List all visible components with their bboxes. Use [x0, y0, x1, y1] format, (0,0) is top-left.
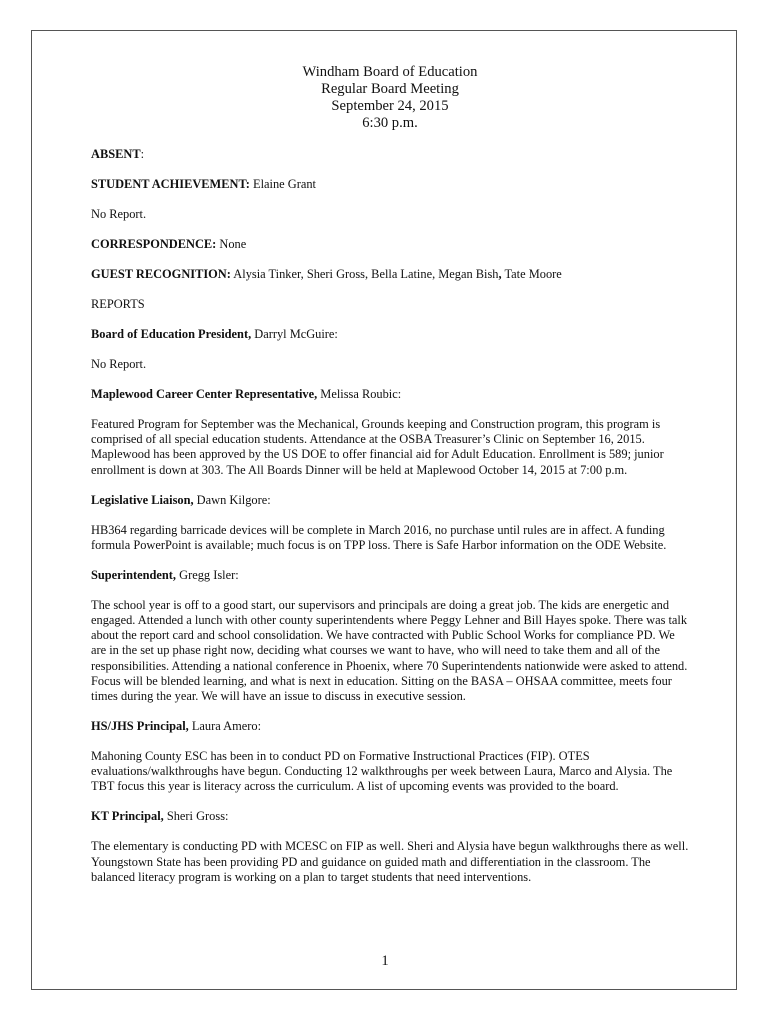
maplewood-heading: [91, 387, 689, 402]
superintendent-heading: [91, 568, 689, 583]
student-achievement-value: Elaine Grant: [249, 177, 316, 191]
org-name: Windham Board of Education: [302, 64, 478, 80]
document-title-block: [91, 64, 689, 132]
legislative-name: Dawn Kilgore:: [193, 492, 271, 507]
no-report-2: No Report.: [91, 357, 147, 371]
meeting-type: Regular Board Meeting: [321, 81, 459, 97]
kt-principal-name: Sheri Gross:: [163, 809, 229, 824]
legislative-text: HB364 regarding barricade devices will be complete in March 2016, no purchase until rules are in affect. A funding formula PowerPoint is available; much focus is on TPP loss. There is Safe Harbor information on the ODE Website.: [91, 522, 667, 552]
page-number: 1: [381, 953, 389, 969]
absent-label: ABSENT: [91, 147, 141, 161]
kt-principal-text: The elementary is conducting PD with MCESC on FIP as well. Sheri and Alysia have begun walkthroughs there as well. Youngstown State has been providing PD and guidance on guided math and differentiation in the classroom. The balanced literacy program is working on a plan to target students that need interventions.: [91, 839, 689, 884]
president-label: Board of Education President,: [91, 327, 252, 341]
student-achievement-line: [91, 177, 689, 192]
no-report-1: No Report.: [91, 207, 147, 221]
meeting-time: 6:30 p.m.: [362, 115, 418, 131]
student-achievement-label: STUDENT ACHIEVEMENT:: [91, 177, 250, 191]
superintendent-label: Superintendent,: [91, 567, 177, 582]
hs-principal-label: HS/JHS Principal,: [91, 719, 189, 734]
correspondence-line: [91, 237, 689, 252]
superintendent-name: Gregg Isler:: [176, 567, 239, 582]
legislative-label: Legislative Liaison,: [91, 492, 194, 507]
maplewood-label: Maplewood Career Center Representative,: [91, 387, 318, 401]
maplewood-name: Melissa Roubic:: [317, 387, 402, 401]
guest-recognition-line: [91, 267, 689, 282]
correspondence-label: CORRESPONDENCE:: [91, 237, 217, 251]
hs-principal-text: Mahoning County ESC has been in to conduct PD on Formative Instructional Practices (FIP). OTES evaluations/walkthroughs have begun. Conducting 12 walkthroughs per week between Laura, Marco and Alysia. The TBT focus this year is literacy across the curriculum. A list of upcoming events was provided to the board.: [91, 749, 673, 794]
superintendent-text: The school year is off to a good start, our supervisors and principals are doing a great job. The kids are energetic and engaged. Attended a lunch with other county superintendents where Peggy Lehner and Bill Hayes spoke. There was talk about the report card and school consolidation. We have contracted with Public School Works for compliance PD. We are in the set up phase right now, deciding what courses we want to have, who will need to take them and all of the responsibilities. Attending a national conference in Phoenix, where 70 Superintendents nationwide were asked to attend. Focus will be blended learning, and what is next in education. Sitting on the BASA – OHSAA committee, meets four times during the year. We will have an issue to discuss in executive session.: [91, 597, 688, 704]
president-name: Darryl McGuire:: [251, 327, 338, 341]
document-body: [91, 64, 689, 900]
maplewood-text: Featured Program for September was the Mechanical, Grounds keeping and Construction program, this program is comprised of all special education students. Attendance at the OSBA Treasurer’s Clinic on September 16, 2015. Maplewood has been approved by the US DOE to offer financial aid for Adult Education. Enrollment is 589; junior enrollment is down at 303. The All Boards Dinner will be held at Maplewood October 14, 2015 at 7:00 p.m.: [91, 417, 664, 477]
guest-recognition-label: GUEST RECOGNITION:: [91, 267, 231, 281]
kt-principal-label: KT Principal,: [91, 809, 164, 824]
guest-names-comma: ,: [498, 267, 502, 281]
guest-names-a: Alysia Tinker, Sheri Gross, Bella Latine, Megan Bish: [230, 267, 499, 281]
absent-line: [91, 147, 689, 162]
correspondence-value: None: [216, 237, 247, 251]
president-heading: [91, 327, 689, 342]
legislative-heading: [91, 493, 689, 508]
kt-principal-heading: [91, 809, 689, 824]
reports-heading: REPORTS: [91, 297, 145, 311]
hs-principal-name: Laura Amero:: [188, 719, 262, 734]
hs-principal-heading: [91, 719, 689, 734]
absent-colon: :: [140, 147, 145, 161]
meeting-date: September 24, 2015: [331, 98, 449, 114]
guest-names-b: Tate Moore: [501, 267, 562, 281]
